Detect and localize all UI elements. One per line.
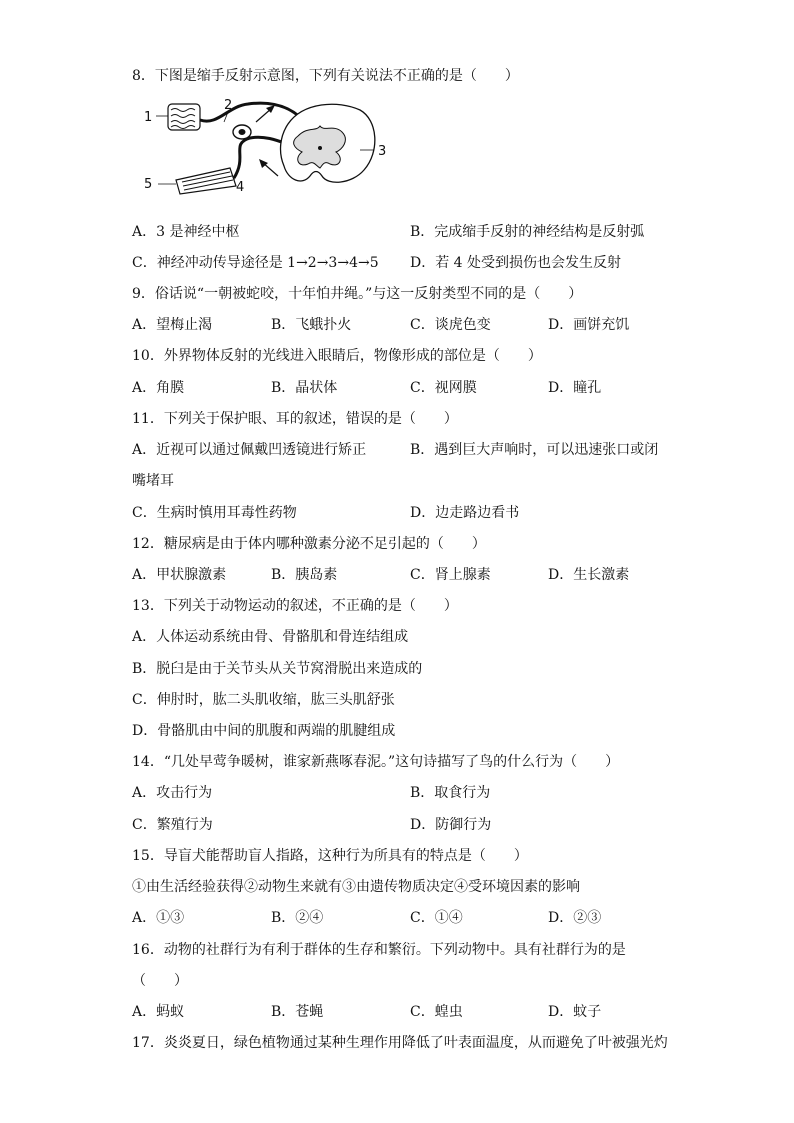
q14-option-d[interactable]: D．防御行为 [410,817,492,833]
q13-option-b[interactable]: B．脱臼是由于关节头从关节窝滑脱出来造成的 [132,661,423,677]
q12-stem: 12．糖尿病是由于体内哪种激素分泌不足引起的（ ） [132,536,486,552]
q10-stem: 10．外界物体反射的光线进入眼睛后，物像形成的部位是（ ） [132,348,542,364]
reflex-arc-diagram [138,96,398,200]
label-2: 2 [224,98,233,113]
q15-stem: 15．导盲犬能帮助盲人指路，这种行为所具有的特点是（ ） [132,848,528,864]
q9-option-d[interactable]: D．画饼充饥 [548,317,630,333]
arrow-down-icon [259,159,278,176]
q14-option-c[interactable]: C．繁殖行为 [132,817,213,833]
label-3: 3 [378,144,387,159]
q17-stem: 17．炎炎夏日，绿色植物通过某种生理作用降低了叶表面温度，从而避免了叶被强光灼 [132,1035,668,1051]
q15-option-d[interactable]: D．②③ [548,910,602,926]
q13-option-c[interactable]: C．伸肘时，肱二头肌收缩，肱三头肌舒张 [132,692,395,708]
q12-option-d[interactable]: D．生长激素 [548,567,630,583]
effector-muscle [176,168,236,194]
q8-option-b[interactable]: B．完成缩手反射的神经结构是反射弧 [410,224,645,240]
q8-option-c[interactable]: C．神经冲动传导途径是 1→2→3→4→5 [132,255,379,271]
label-5: 5 [144,177,153,192]
q15-option-a[interactable]: A．①③ [132,910,185,926]
q13-option-d[interactable]: D．骨骼肌由中间的肌腹和两端的肌腱组成 [132,723,396,739]
q11-stem: 11．下列关于保护眼、耳的叙述，错误的是（ ） [132,411,458,427]
q9-option-a[interactable]: A．望梅止渴 [132,317,213,333]
q11-option-c[interactable]: C．生病时慎用耳毒性药物 [132,505,297,521]
spinal-cord [281,104,375,182]
q12-option-a[interactable]: A．甲状腺激素 [132,567,227,583]
q9-stem: 9．俗话说“一朝被蛇咬，十年怕井绳。”与这一反射类型不同的是（ ） [132,286,583,302]
q11-option-d[interactable]: D．边走路边看书 [410,505,520,521]
q10-option-c[interactable]: C．视网膜 [410,380,477,396]
q11-option-a[interactable]: A．近视可以通过佩戴凹透镜进行矫正 [132,442,367,458]
q16-option-c[interactable]: C．蝗虫 [410,1004,463,1020]
q15-statements: ①由生活经验获得②动物生来就有③由遗传物质决定④受环境因素的影响 [132,879,580,895]
q9-option-b[interactable]: B．飞蛾扑火 [271,317,352,333]
q16-stem-continued: （ ） [132,973,188,989]
label-1: 1 [144,110,153,125]
q11-option-b[interactable]: B．遇到巨大声响时，可以迅速张口或闭 [410,442,659,458]
q13-option-a[interactable]: A．人体运动系统由骨、骨骼肌和骨连结组成 [132,629,409,645]
q8-option-d[interactable]: D．若 4 处受到损伤也会发生反射 [410,255,622,271]
q16-option-b[interactable]: B．苍蝇 [271,1004,324,1020]
q14-stem: 14．“几处早莺争暖树，谁家新燕啄春泥。”这句诗描写了鸟的什么行为（ ） [132,754,620,770]
q10-option-a[interactable]: A．角膜 [132,380,185,396]
q8-option-a[interactable]: A．3 是神经中枢 [132,224,240,240]
q9-option-c[interactable]: C．谈虎色变 [410,317,491,333]
q10-option-b[interactable]: B．晶状体 [271,380,338,396]
q11-option-b-continued: 嘴堵耳 [132,473,174,489]
q14-option-a[interactable]: A．攻击行为 [132,785,213,801]
q10-option-d[interactable]: D．瞳孔 [548,380,602,396]
q15-option-c[interactable]: C．①④ [410,910,463,926]
q8-stem: 8．下图是缩手反射示意图，下列有关说法不正确的是（ ） [132,68,519,84]
q16-option-a[interactable]: A．蚂蚁 [132,1004,185,1020]
q14-option-b[interactable]: B．取食行为 [410,785,491,801]
label-4: 4 [236,180,245,195]
arrow-up-icon [256,105,275,122]
q12-option-b[interactable]: B．胰岛素 [271,567,338,583]
q12-option-c[interactable]: C．肾上腺素 [410,567,491,583]
receptor-skin [168,104,200,130]
q15-option-b[interactable]: B．②④ [271,910,324,926]
q16-option-d[interactable]: D．蚊子 [548,1004,602,1020]
q13-stem: 13．下列关于动物运动的叙述，不正确的是（ ） [132,598,458,614]
q16-stem: 16．动物的社群行为有利于群体的生存和繁衍。下列动物中。具有社群行为的是 [132,942,626,958]
